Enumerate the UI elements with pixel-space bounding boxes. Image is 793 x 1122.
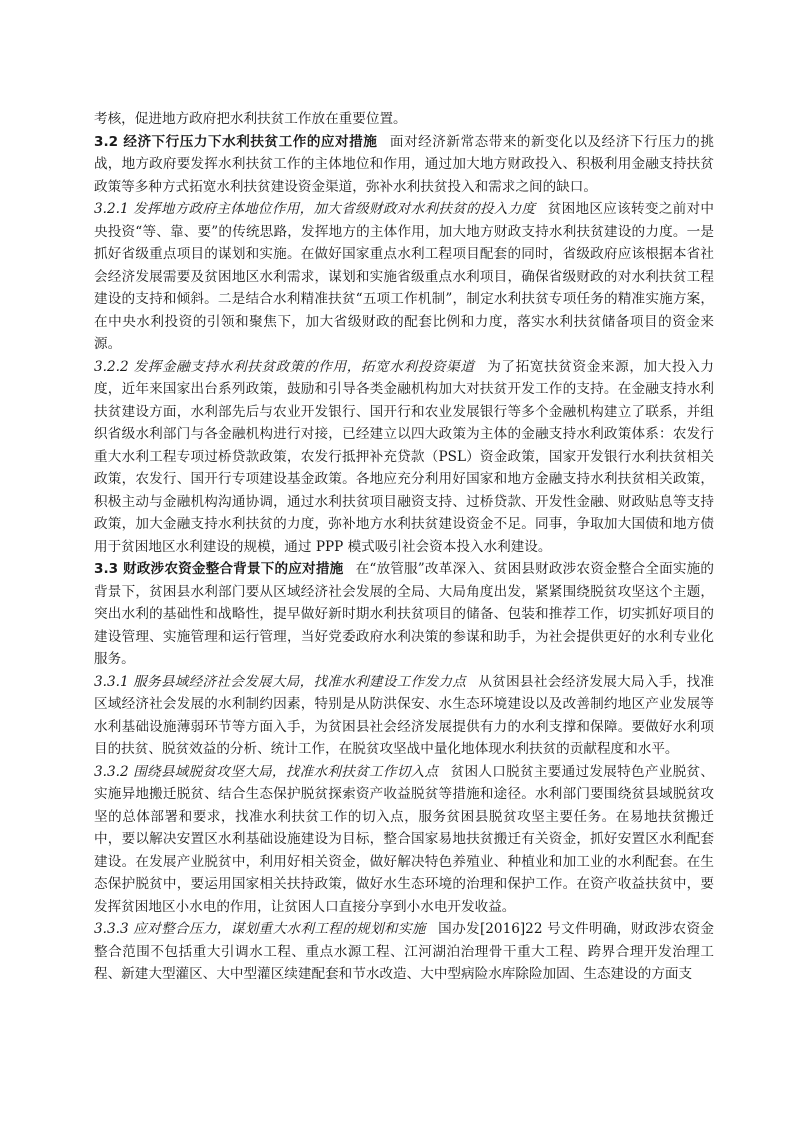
section-heading-3-3-2: 3.3.2 围绕县域脱贫攻坚大局，找准水利扶贫工作切入点: [94, 763, 439, 780]
section-heading-3-3-1: 3.3.1 服务县域经济社会发展大局，找准水利建设工作发力点: [94, 673, 467, 690]
paragraph-text: 国办发[2016]22 号文件明确，财政涉农资金整合范围不包括重大引调水工程、重点水源工程、江河湖泊治理骨干重大工程、跨界合理开发治理工程、新建大型灌区、大中型灌区续建配套和节水改造、大中型病险水库除险加固、生态建设的方面支: [94, 921, 714, 982]
section-heading-3-2-1: 3.2.1 发挥地方政府主体地位作用，加大省级财政对水利扶贫的投入力度: [94, 201, 536, 217]
section-heading-3-2: 3.2 经济下行压力下水利扶贫工作的应对措施: [94, 133, 378, 150]
section-heading-3-2-2: 3.2.2 发挥金融支持水利扶贫政策的作用，拓宽水利投资渠道: [94, 358, 475, 375]
paragraph-1: [94, 108, 714, 131]
paragraph-text: 在“放管服”改革深入、贫困县财政涉农资金整合全面实施的背景下，贫困县水利部门要从区域经济社会发展的全局、大局角度出发，紧紧围绕脱贫攻坚这个主题，突出水利的基础性和战略性，提早做好新时期水利扶贫项目的储备、包装和推荐工作，切实抓好项目的建设管理、实施管理和运行管理，当好党委政府水利决策的参谋和助手，为社会提供更好的水利专业化服务。: [94, 561, 715, 667]
paragraph-text: 从贫困县社会经济发展大局入手，找准区域经济社会发展的水利制约因素，特别是从防洪保安、水生态环境建设以及改善制约地区产业发展等水利基础设施薄弱环节等方面入手，为贫困县社会经济发展提供有力的水利支撑和保障。要做好水利项目的扶贫、脱贫效益的分析、统计工作，在脱贫攻坚战中量化地体现水利扶贫的贡献程度和水平。: [94, 673, 714, 757]
paragraph-3-2: [94, 131, 714, 199]
document-body: [94, 108, 714, 986]
paragraph-text: 面对经济新常态带来的新变化以及经济下行压力的挑战，地方政府要发挥水利扶贫工作的主体地位和作用，通过加大地方财政投入、积极利用金融支持扶贫政策等多种方式拓宽水利扶贫建设资金渠道，弥补水利扶贫投入和需求之间的缺口。: [94, 133, 715, 195]
paragraph-3-2-2: [94, 356, 714, 559]
section-heading-3-3-3: 3.3.3 应对整合压力，谋划重大水利工程的规划和实施: [94, 921, 426, 937]
section-heading-3-3: 3.3 财政涉农资金整合背景下的应对措施: [94, 561, 344, 577]
paragraph-text: 为了拓宽扶贫资金来源，加大投入力度，近年来国家出台系列政策，鼓励和引导各类金融机构加大对扶贫开发工作的支持。在金融支持水利扶贫建设方面，水利部先后与农业开发银行、国开行和农业发展银行等多个金融机构建立了联系，并组织省级水利部门与各金融机构进行对接，已经建立以四大政策为主体的金融支持水利政策体系：农发行重大水利工程专项过桥贷款政策，农发行抵押补充贷款（PSL）资金政策，国家开发银行水利扶贫相关政策，农发行、国开行专项建设基金政策。各地应充分利用好国家和地方金融支持水利扶贫相关政策，积极主动与金融机构沟通协调，通过水利扶贫项目融资支持、过桥贷款、开发性金融、财政贴息等支持政策，加大金融支持水利扶贫的力度，弥补地方水利扶贫建设资金不足。同事，争取加大国债和地方债用于贫困地区水利建设的规模，通过 PPP 模式吸引社会资本投入水利建设。: [94, 358, 714, 555]
paragraph-text: 贫困地区应该转变之前对中央投资“等、靠、要”的传统思路，发挥地方的主体作用，加大地方财政支持水利扶贫建设的力度。一是抓好省级重点项目的谋划和实施。在做好国家重点水利工程项目配套的同时，省级政府应该根据本省社会经济发展需要及贫困地区水利需求，谋划和实施省级重点水利项目，确保省级财政的对水利扶贫工程建设的支持和倾斜。二是结合水利精准扶贫“五项工作机制”，制定水利扶贫专项任务的精准实施方案，在中央水利投资的引领和聚焦下，加大省级财政的配套比例和力度，落实水利扶贫储备项目的资金来源。: [94, 201, 714, 352]
paragraph-3-3-1: [94, 671, 714, 761]
paragraph-3-3: [94, 558, 714, 671]
paragraph-text: 贫困人口脱贫主要通过发展特色产业脱贫、实施异地搬迁脱贫、结合生态保护脱贫探索资产收益脱贫等措施和途径。水利部门要围绕贫县域脱贫攻坚的总体部署和要求，找准水利扶贫工作的切入点，服务贫困县脱贫攻坚主要任务。在易地扶贫搬迁中，要以解决安置区水利基础设施建设为目标，整合国家易地扶贫搬迁有关资金，抓好安置区水利配套建设。在发展产业脱贫中，利用好相关资金，做好解决特色养殖业、种植业和加工业的水利配套。在生态保护脱贫中，要运用国家相关扶持政策，做好水生态环境的治理和保护工作。在资产收益扶贫中，要发挥贫困地区小水电的作用，让贫困人口直接分享到小水电开发收益。: [94, 763, 714, 915]
paragraph-3-3-2: [94, 761, 714, 919]
paragraph-3-3-3: [94, 918, 714, 986]
paragraph-text: 考核，促进地方政府把水利扶贫工作放在重要位置。: [94, 111, 407, 127]
paragraph-3-2-1: [94, 198, 714, 356]
